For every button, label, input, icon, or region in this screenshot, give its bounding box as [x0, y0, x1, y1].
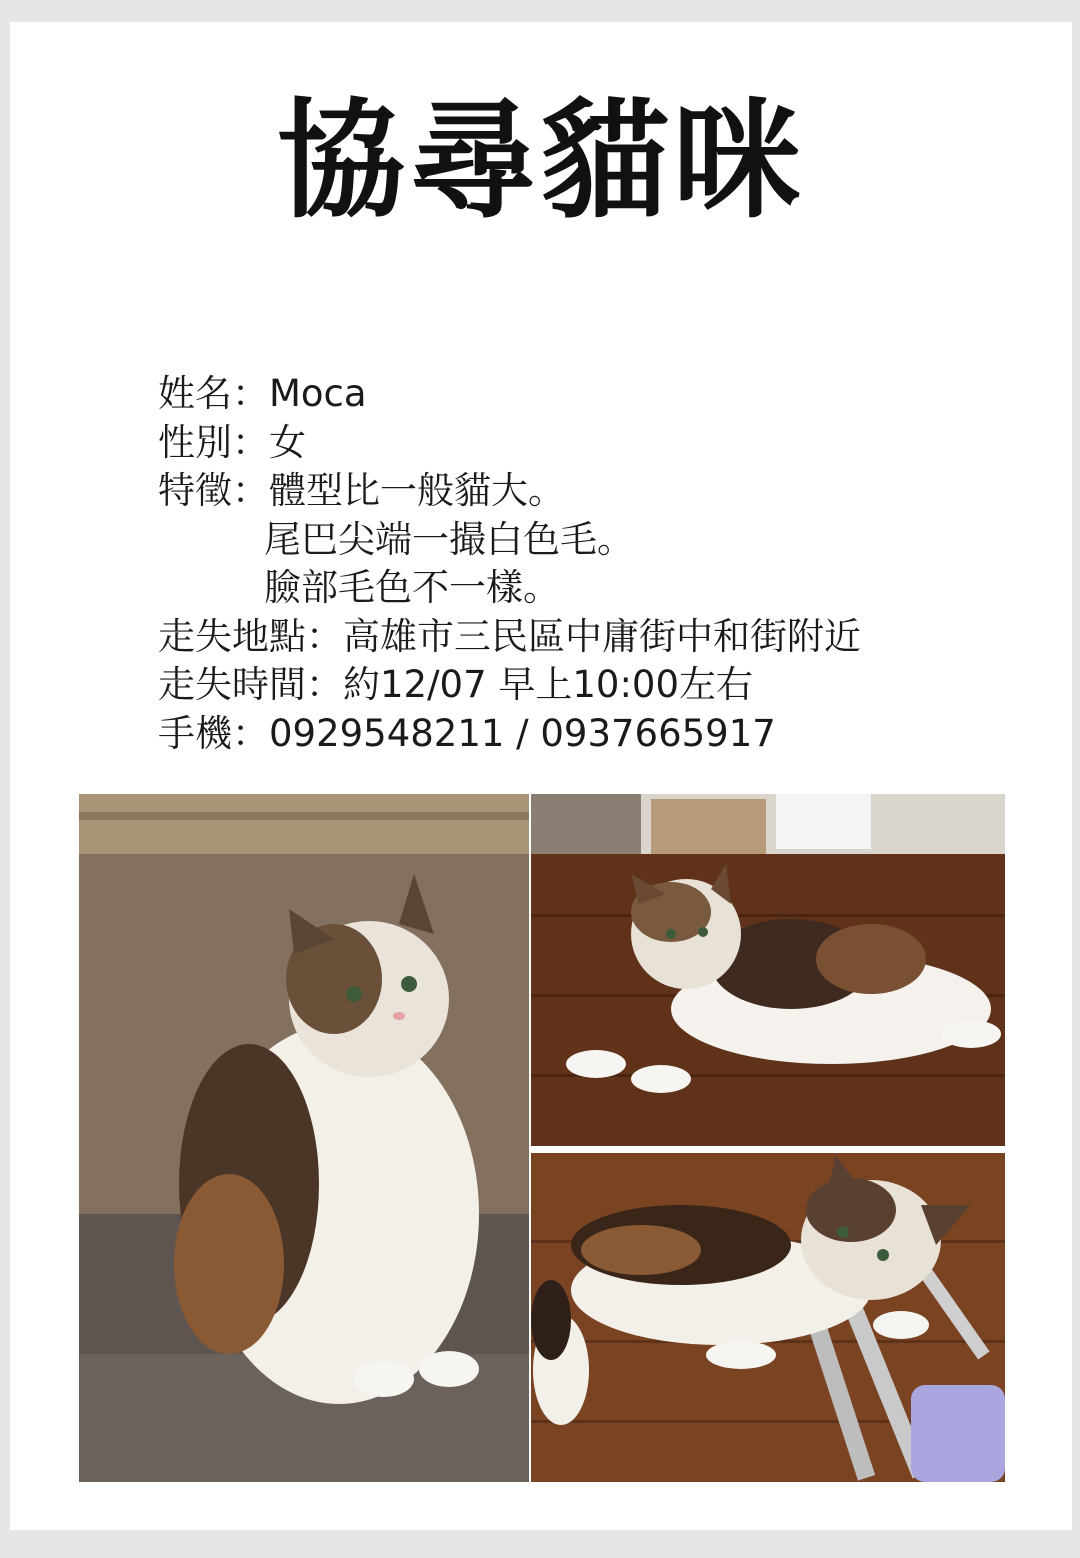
location-label: 走失地點：: [158, 614, 343, 658]
phone-row: [158, 710, 1038, 759]
time-row: [158, 661, 1038, 710]
feature-item: 體型比一般貓大。: [269, 469, 565, 512]
location-value: 高雄市三民區中庸街中和街附近: [343, 614, 861, 658]
photo-collage: [79, 794, 1005, 1482]
name-row: [158, 370, 1038, 419]
time-label: 走失時間：: [158, 663, 343, 706]
feature-item: 尾巴尖端一撮白色毛。: [264, 517, 634, 561]
name-label: 姓名：: [158, 372, 269, 415]
features-label: 特徵：: [158, 469, 269, 512]
gender-label: 性別：: [158, 420, 269, 464]
gender-row: [158, 419, 1038, 468]
features-row: [158, 467, 1038, 516]
cat-crutches-photo: [531, 1150, 1005, 1482]
phone-value: 0929548211 / 0937665917: [269, 711, 776, 755]
poster-sheet: [10, 22, 1072, 1530]
location-row: [158, 613, 1038, 662]
cat-lying-photo: [531, 794, 1005, 1146]
time-value: 約12/07 早上10:00左右: [343, 663, 754, 706]
cat-info-block: [158, 370, 1038, 758]
poster-title: 協尋貓咪: [276, 87, 805, 236]
feature-item: 臉部毛色不一樣。: [264, 566, 560, 609]
cat-sitting-photo: [79, 794, 529, 1482]
gender-value: 女: [269, 420, 306, 464]
name-value: Moca: [269, 372, 367, 415]
phone-label: 手機：: [158, 711, 269, 755]
